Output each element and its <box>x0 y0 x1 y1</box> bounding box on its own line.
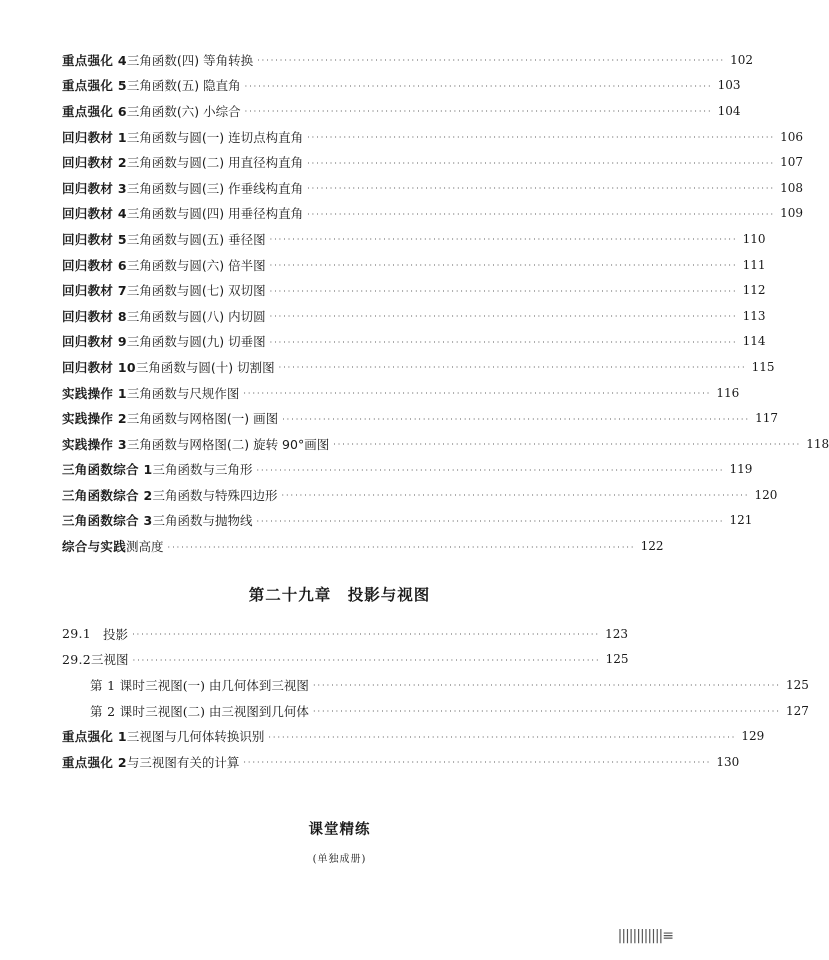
booklet-title: 课堂精练 <box>308 821 371 838</box>
toc-entry-page-number: 125 <box>785 677 809 692</box>
toc-entry-label: 第 2 课时 <box>90 703 146 719</box>
toc-entry[interactable] <box>62 73 741 99</box>
toc-entry-label: 回归教材 5 <box>62 231 127 247</box>
toc-entry-label: 回归教材 6 <box>62 257 127 273</box>
toc-entry-title: 三角函数与圆(九) 切垂图 <box>126 334 266 350</box>
toc-entry[interactable] <box>62 533 664 559</box>
toc-leader-dots: ······································································································· <box>278 363 747 373</box>
toc-leader-dots: ······································································································· <box>269 261 738 271</box>
toc-list-trig <box>62 47 829 559</box>
toc-entry[interactable] <box>62 149 804 175</box>
toc-entry[interactable] <box>62 354 775 380</box>
toc-entry-page-number: 115 <box>751 359 775 374</box>
toc-entry-page-number: 125 <box>605 652 629 667</box>
toc-entry[interactable] <box>62 226 766 252</box>
toc-entry-page-number: 110 <box>742 231 766 246</box>
toc-leader-dots: ······································································································· <box>307 209 776 219</box>
toc-entry[interactable] <box>62 482 778 508</box>
toc-entry[interactable] <box>62 621 628 647</box>
toc-entry-label: 实践操作 3 <box>62 436 127 452</box>
toc-entry[interactable] <box>62 508 753 534</box>
toc-entry-label: 回归教材 8 <box>62 308 127 324</box>
toc-entry-page-number: 102 <box>730 52 754 67</box>
toc-entry-page-number: 103 <box>717 78 741 93</box>
toc-entry-title: 三角函数与圆(五) 垂径图 <box>126 231 266 247</box>
toc-list-projection <box>62 621 809 775</box>
toc-entry-title: 投影 <box>103 626 129 642</box>
page-edge-marks: ||||||||||||≡ <box>617 928 673 944</box>
toc-entry-title: 三视图与几何体转换识别 <box>126 729 265 745</box>
toc-leader-dots: ······································································································· <box>282 414 751 424</box>
toc-entry-label: 回归教材 1 <box>62 129 127 145</box>
toc-leader-dots: ······································································································· <box>257 56 726 66</box>
toc-leader-dots: ······································································································· <box>312 707 781 717</box>
toc-entry-title: 三视图 <box>91 652 129 668</box>
toc-entry-page-number: 120 <box>754 487 778 502</box>
toc-entry[interactable] <box>62 723 765 749</box>
toc-leader-dots: ······································································································· <box>333 440 802 450</box>
toc-entry[interactable] <box>62 201 804 227</box>
toc-entry-label: 综合与实践 <box>62 539 127 555</box>
toc-entry-label: 重点强化 6 <box>62 103 127 119</box>
toc-entry-page-number: 109 <box>780 206 804 221</box>
toc-entry-label: 回归教材 4 <box>62 206 127 222</box>
toc-entry[interactable] <box>62 405 779 431</box>
toc-entry[interactable] <box>62 672 809 698</box>
toc-entry[interactable] <box>62 303 766 329</box>
toc-entry-page-number: 113 <box>742 308 766 323</box>
toc-entry[interactable] <box>62 175 804 201</box>
toc-entry-title: 三角函数与圆(六) 倍半图 <box>126 257 266 273</box>
toc-entry-page-number: 117 <box>755 411 779 426</box>
toc-entry[interactable] <box>62 252 766 278</box>
toc-entry-title: 三角函数与尺规作图 <box>126 385 240 401</box>
toc-entry-label: 回归教材 7 <box>62 283 127 299</box>
toc-leader-dots: ······································································································· <box>307 158 776 168</box>
toc-entry-label: 三角函数综合 3 <box>62 513 153 529</box>
toc-leader-dots: ······································································································· <box>307 133 776 143</box>
toc-entry-page-number: 130 <box>716 754 740 769</box>
toc-entry-page-number: 104 <box>717 103 741 118</box>
toc-leader-dots: ······································································································· <box>307 184 776 194</box>
toc-entry-page-number: 112 <box>742 283 766 298</box>
toc-entry-label: 回归教材 2 <box>62 155 127 171</box>
booklet-note: (单独成册) <box>312 854 367 865</box>
toc-entry-label: 回归教材 3 <box>62 180 127 196</box>
toc-entry-title: 三角函数与圆(十) 切割图 <box>135 359 275 375</box>
toc-entry[interactable] <box>62 277 766 303</box>
toc-leader-dots: ······································································································· <box>244 107 713 117</box>
toc-leader-dots: ······································································································· <box>256 465 725 475</box>
toc-entry-title: 三角函数与圆(七) 双切图 <box>126 283 266 299</box>
toc-entry-label: 三角函数综合 2 <box>62 487 153 503</box>
toc-entry-title: 三角函数与特殊四边形 <box>152 487 278 503</box>
toc-leader-dots: ······································································································· <box>256 516 725 526</box>
toc-entry[interactable] <box>62 647 628 673</box>
toc-leader-dots: ······································································································· <box>243 389 712 399</box>
toc-entry-label: 回归教材 9 <box>62 334 127 350</box>
toc-entry-label: 重点强化 2 <box>62 754 127 770</box>
toc-entry-title: 三角函数(五) 隐直角 <box>126 78 241 94</box>
toc-entry-title: 三角函数与圆(八) 内切圆 <box>126 308 266 324</box>
toc-entry-label: 回归教材 10 <box>62 359 136 375</box>
toc-entry-title: 三视图(二) 由三视图到几何体 <box>145 703 309 719</box>
toc-entry-title: 三角函数与圆(二) 用直径构直角 <box>126 155 304 171</box>
toc-leader-dots: ······································································································· <box>269 235 738 245</box>
toc-leader-dots: ······································································································· <box>269 286 738 296</box>
toc-entry-title: 三角函数(六) 小综合 <box>126 103 241 119</box>
toc-entry-page-number: 122 <box>640 539 664 554</box>
toc-leader-dots: ······································································································· <box>312 681 781 691</box>
toc-entry-label: 29.1 <box>62 626 92 642</box>
toc-leader-dots: ······································································································· <box>281 491 750 501</box>
toc-entry-page-number: 107 <box>780 155 804 170</box>
toc-entry-label: 三角函数综合 1 <box>62 462 153 478</box>
toc-entry-page-number: 129 <box>741 729 765 744</box>
toc-entry-title: 三角函数(四) 等角转换 <box>126 52 254 68</box>
toc-entry[interactable] <box>62 98 741 124</box>
toc-entry-label: 实践操作 1 <box>62 385 127 401</box>
toc-entry-label: 第 1 课时 <box>90 677 146 693</box>
toc-entry-page-number: 116 <box>716 385 740 400</box>
toc-entry-label: 重点强化 1 <box>62 729 127 745</box>
toc-entry-label: 实践操作 2 <box>62 411 127 427</box>
chapter-heading: 第二十九章 投影与视图 <box>248 585 431 604</box>
toc-entry[interactable] <box>62 698 809 724</box>
toc-entry-page-number: 121 <box>729 513 753 528</box>
toc-entry-title: 三视图(一) 由几何体到三视图 <box>145 677 309 693</box>
toc-entry-page-number: 111 <box>742 257 766 272</box>
toc-entry-title: 三角函数与三角形 <box>152 462 253 478</box>
toc-entry-title: 三角函数与网格图(一) 画图 <box>126 411 279 427</box>
toc-entry[interactable] <box>62 47 754 73</box>
toc-entry-label: 重点强化 4 <box>62 52 127 68</box>
toc-entry-title: 三角函数与网格图(二) 旋转 90°画图 <box>126 436 330 452</box>
toc-entry[interactable] <box>62 457 753 483</box>
toc-entry-label: 29.2 <box>62 651 92 667</box>
toc-leader-dots: ······································································································· <box>269 337 738 347</box>
toc-leader-dots: ······································································································· <box>268 732 737 742</box>
toc-entry-title: 三角函数与圆(四) 用垂径构直角 <box>126 206 304 222</box>
toc-entry[interactable] <box>62 329 766 355</box>
toc-entry-title: 与三视图有关的计算 <box>126 754 240 770</box>
toc-entry[interactable] <box>62 380 740 406</box>
toc-entry-title: 三角函数与抛物线 <box>152 513 253 529</box>
toc-entry-label: 重点强化 5 <box>62 78 127 94</box>
toc-leader-dots: ······································································································· <box>132 630 600 640</box>
toc-entry-page-number: 118 <box>806 436 829 451</box>
toc-entry-page-number: 106 <box>780 129 804 144</box>
toc-entry-title: 测高度 <box>126 539 164 555</box>
toc-entry-page-number: 123 <box>605 626 628 641</box>
toc-leader-dots: ······································································································· <box>167 542 636 552</box>
toc-leader-dots: ······································································································· <box>244 81 713 91</box>
toc-entry-page-number: 108 <box>780 180 804 195</box>
toc-entry[interactable] <box>62 124 804 150</box>
toc-entry[interactable] <box>62 749 740 775</box>
toc-entry[interactable] <box>62 431 829 457</box>
toc-leader-dots: ······································································································· <box>132 655 601 665</box>
toc-leader-dots: ······································································································· <box>243 758 712 768</box>
toc-entry-page-number: 114 <box>742 334 766 349</box>
toc-entry-page-number: 119 <box>729 462 753 477</box>
toc-leader-dots: ······································································································· <box>269 312 738 322</box>
toc-entry-title: 三角函数与圆(一) 连切点构直角 <box>126 129 304 145</box>
toc-entry-title: 三角函数与圆(三) 作垂线构直角 <box>126 180 304 196</box>
toc-entry-page-number: 127 <box>785 703 809 718</box>
